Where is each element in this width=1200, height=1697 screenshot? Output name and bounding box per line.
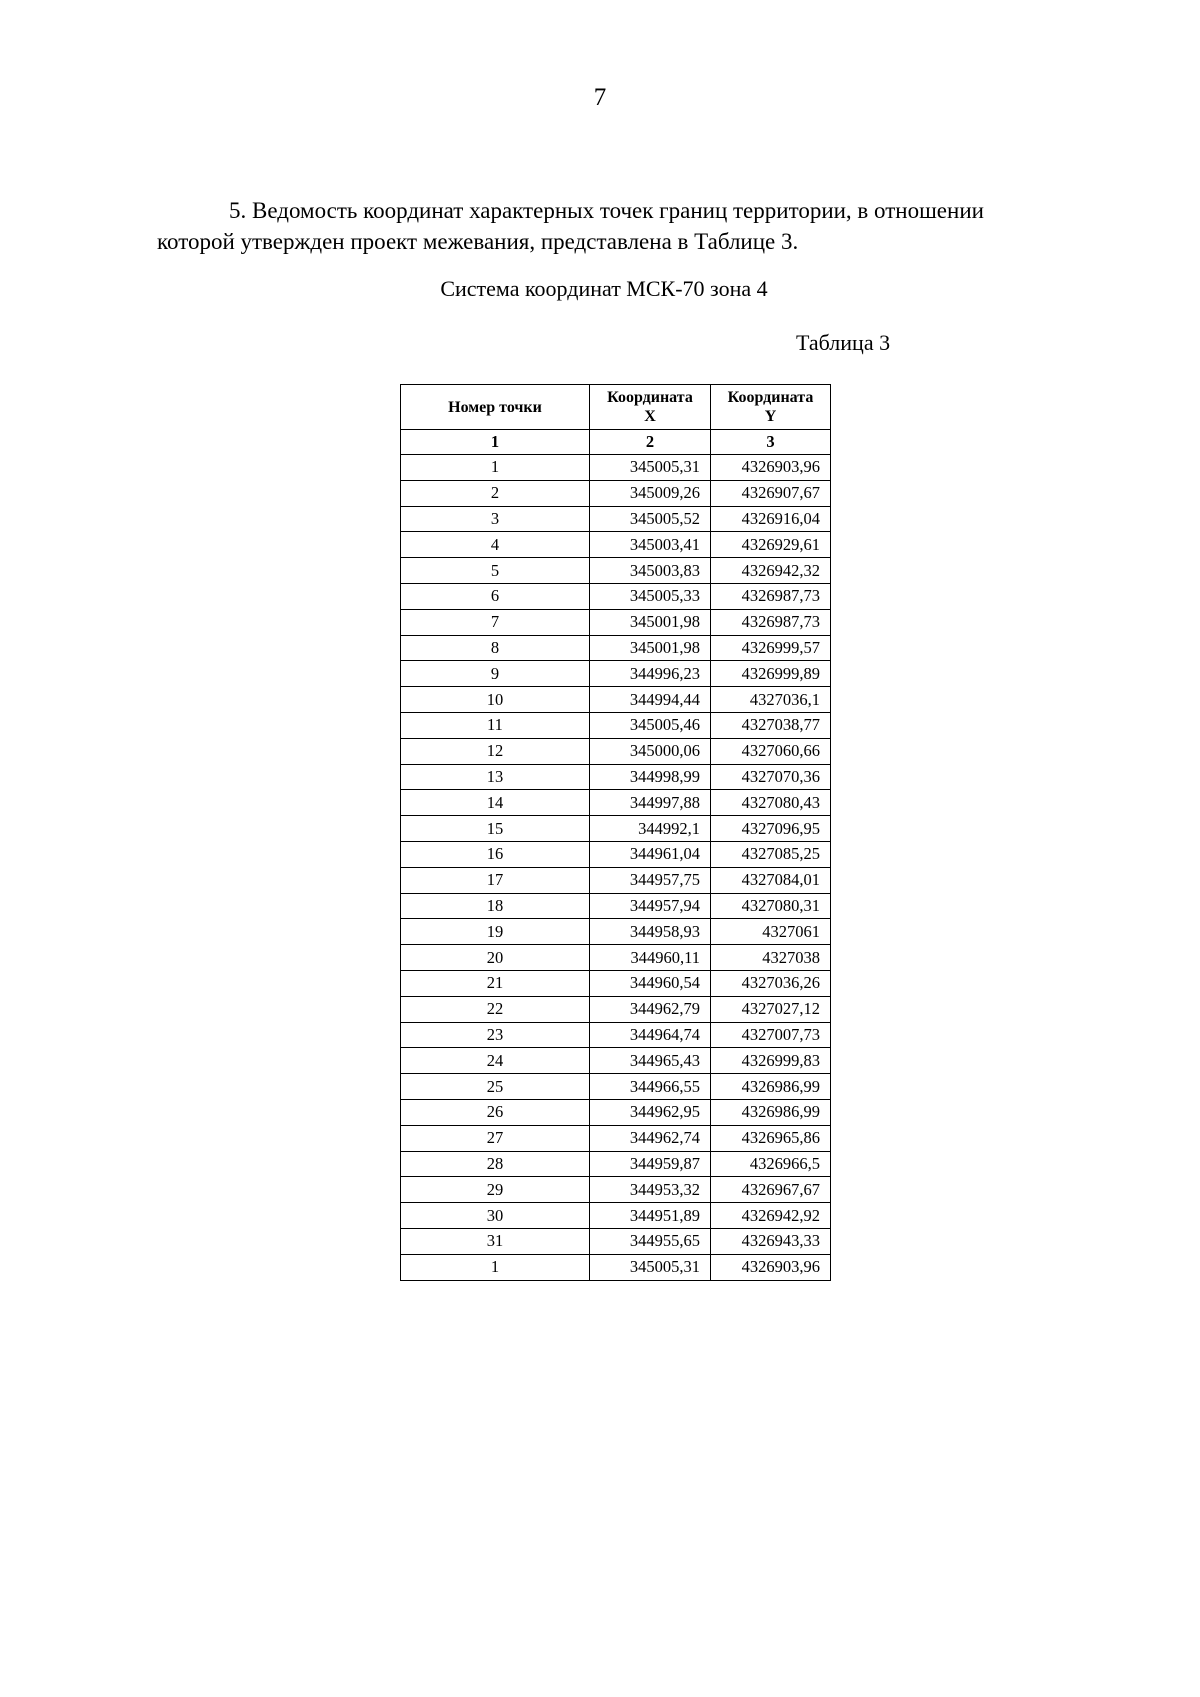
- coordinate-y-cell: 4327085,25: [711, 841, 831, 867]
- table-row: [401, 970, 831, 996]
- table-row: [401, 712, 831, 738]
- coordinate-y-cell: 4326986,99: [711, 1074, 831, 1100]
- table-row: [401, 841, 831, 867]
- coordinate-x-cell: 344958,93: [590, 919, 711, 945]
- point-number-cell: 20: [401, 945, 590, 971]
- coordinate-y-cell: 4326987,73: [711, 583, 831, 609]
- point-number-cell: 12: [401, 738, 590, 764]
- point-number-cell: 7: [401, 609, 590, 635]
- coordinate-x-cell: 344966,55: [590, 1074, 711, 1100]
- table-row: [401, 609, 831, 635]
- point-number-cell: 19: [401, 919, 590, 945]
- table-row: [401, 1074, 831, 1100]
- coordinate-y-cell: 4327007,73: [711, 1022, 831, 1048]
- point-number-cell: 27: [401, 1125, 590, 1151]
- point-number-cell: 1: [401, 1254, 590, 1280]
- table-row: [401, 1177, 831, 1203]
- point-number-cell: 11: [401, 712, 590, 738]
- coordinate-x-cell: 345009,26: [590, 480, 711, 506]
- table-row: [401, 583, 831, 609]
- table-row: [401, 996, 831, 1022]
- point-number-cell: 18: [401, 893, 590, 919]
- point-number-cell: 2: [401, 480, 590, 506]
- coordinate-y-cell: 4327036,1: [711, 687, 831, 713]
- coordinate-x-cell: 345001,98: [590, 609, 711, 635]
- coordinate-y-cell: 4326903,96: [711, 455, 831, 481]
- coordinate-y-cell: 4326966,5: [711, 1151, 831, 1177]
- point-number-cell: 9: [401, 661, 590, 687]
- point-number-cell: 13: [401, 764, 590, 790]
- coordinate-x-cell: 344957,94: [590, 893, 711, 919]
- coordinate-y-cell: 4326999,83: [711, 1048, 831, 1074]
- table-row: [401, 687, 831, 713]
- coordinate-y-cell: 4326903,96: [711, 1254, 831, 1280]
- coordinate-y-cell: 4327080,43: [711, 790, 831, 816]
- coordinate-x-cell: 345005,52: [590, 506, 711, 532]
- column-number: 3: [711, 430, 831, 455]
- point-number-cell: 29: [401, 1177, 590, 1203]
- coordinate-x-cell: 344965,43: [590, 1048, 711, 1074]
- point-number-cell: 30: [401, 1203, 590, 1229]
- table-row: [401, 790, 831, 816]
- point-number-cell: 14: [401, 790, 590, 816]
- table-row: [401, 1151, 831, 1177]
- table-header-row: [401, 385, 831, 430]
- coordinate-x-cell: 344962,79: [590, 996, 711, 1022]
- coordinate-x-cell: 344997,88: [590, 790, 711, 816]
- column-number: 2: [590, 430, 711, 455]
- table-body: [401, 455, 831, 1281]
- coordinate-y-cell: 4327027,12: [711, 996, 831, 1022]
- point-number-cell: 3: [401, 506, 590, 532]
- coordinate-y-cell: 4326987,73: [711, 609, 831, 635]
- paragraph: [157, 195, 1057, 257]
- coordinate-x-cell: 344962,74: [590, 1125, 711, 1151]
- point-number-cell: 17: [401, 867, 590, 893]
- table-row: [401, 945, 831, 971]
- table-caption: Таблица 3: [796, 330, 891, 355]
- coordinate-x-cell: 344964,74: [590, 1022, 711, 1048]
- coordinate-x-cell: 344953,32: [590, 1177, 711, 1203]
- point-number-cell: 8: [401, 635, 590, 661]
- coordinate-x-cell: 344994,44: [590, 687, 711, 713]
- coordinate-x-cell: 344957,75: [590, 867, 711, 893]
- point-number-cell: 6: [401, 583, 590, 609]
- coordinate-x-cell: 344955,65: [590, 1228, 711, 1254]
- coordinate-y-cell: 4326965,86: [711, 1125, 831, 1151]
- table-row: [401, 1203, 831, 1229]
- coordinate-x-cell: 345003,83: [590, 558, 711, 584]
- coord-system-title: Система координат МСК-70 зона 4: [440, 276, 768, 301]
- table-row: [401, 919, 831, 945]
- table-row: [401, 558, 831, 584]
- coordinate-y-cell: 4327080,31: [711, 893, 831, 919]
- point-number-cell: 4: [401, 532, 590, 558]
- page-number: 7: [593, 84, 607, 111]
- coordinate-y-cell: 4326999,57: [711, 635, 831, 661]
- coordinate-x-cell: 344998,99: [590, 764, 711, 790]
- point-number-cell: 24: [401, 1048, 590, 1074]
- coordinate-x-cell: 345005,33: [590, 583, 711, 609]
- header-coordinate-y-word: Координата: [727, 389, 814, 406]
- table-row: [401, 1022, 831, 1048]
- paragraph-line-1: 5. Ведомость координат характерных точек границ территории, в отношении: [229, 198, 984, 223]
- coordinate-x-cell: 344960,11: [590, 945, 711, 971]
- column-number-row: [401, 430, 831, 455]
- table-row: [401, 738, 831, 764]
- coordinate-x-cell: 344992,1: [590, 816, 711, 842]
- point-number-cell: 16: [401, 841, 590, 867]
- coordinate-x-cell: 345005,31: [590, 1254, 711, 1280]
- table-row: [401, 893, 831, 919]
- coordinate-y-cell: 4326907,67: [711, 480, 831, 506]
- coordinate-x-cell: 344961,04: [590, 841, 711, 867]
- coordinate-x-cell: 344960,54: [590, 970, 711, 996]
- coordinate-x-cell: 345001,98: [590, 635, 711, 661]
- header-coordinate-y-letter: Y: [764, 408, 777, 425]
- coordinate-x-cell: 344996,23: [590, 661, 711, 687]
- table-row: [401, 661, 831, 687]
- coordinate-x-cell: 344962,95: [590, 1099, 711, 1125]
- coordinate-y-cell: 4327060,66: [711, 738, 831, 764]
- point-number-cell: 28: [401, 1151, 590, 1177]
- coordinate-y-cell: 4326999,89: [711, 661, 831, 687]
- point-number-cell: 15: [401, 816, 590, 842]
- table-row: [401, 816, 831, 842]
- header-coordinate-x-letter: X: [644, 408, 656, 425]
- table-row: [401, 1099, 831, 1125]
- header-coordinate-y: [711, 385, 831, 430]
- coordinate-y-cell: 4327070,36: [711, 764, 831, 790]
- coordinate-y-cell: 4326967,67: [711, 1177, 831, 1203]
- coordinate-y-cell: 4326942,32: [711, 558, 831, 584]
- coordinate-y-cell: 4326929,61: [711, 532, 831, 558]
- point-number-cell: 1: [401, 455, 590, 481]
- coordinate-y-cell: 4326942,92: [711, 1203, 831, 1229]
- table-row: [401, 480, 831, 506]
- coordinate-y-cell: 4326986,99: [711, 1099, 831, 1125]
- coordinate-y-cell: 4327038: [711, 945, 831, 971]
- table-row: [401, 867, 831, 893]
- coordinate-y-cell: 4327038,77: [711, 712, 831, 738]
- column-number: 1: [401, 430, 590, 455]
- table-row: [401, 1125, 831, 1151]
- table-row: [401, 1048, 831, 1074]
- table-row: [401, 506, 831, 532]
- coordinate-y-cell: 4326943,33: [711, 1228, 831, 1254]
- table-row: [401, 635, 831, 661]
- coordinate-x-cell: 345000,06: [590, 738, 711, 764]
- point-number-cell: 25: [401, 1074, 590, 1100]
- point-number-cell: 23: [401, 1022, 590, 1048]
- table-row: [401, 455, 831, 481]
- point-number-cell: 26: [401, 1099, 590, 1125]
- point-number-cell: 5: [401, 558, 590, 584]
- header-coordinate-x: [590, 385, 711, 430]
- coordinate-x-cell: 345003,41: [590, 532, 711, 558]
- coordinate-y-cell: 4326916,04: [711, 506, 831, 532]
- coordinate-y-cell: 4327061: [711, 919, 831, 945]
- coordinate-x-cell: 345005,46: [590, 712, 711, 738]
- point-number-cell: 10: [401, 687, 590, 713]
- table-row: [401, 764, 831, 790]
- point-number-cell: 31: [401, 1228, 590, 1254]
- coordinate-x-cell: 345005,31: [590, 455, 711, 481]
- table-row: [401, 532, 831, 558]
- table-row: [401, 1228, 831, 1254]
- coordinate-y-cell: 4327036,26: [711, 970, 831, 996]
- point-number-cell: 22: [401, 996, 590, 1022]
- table-row: [401, 1254, 831, 1280]
- coordinate-x-cell: 344959,87: [590, 1151, 711, 1177]
- coordinate-x-cell: 344951,89: [590, 1203, 711, 1229]
- header-point-number: Номер точки: [401, 385, 590, 430]
- coordinate-y-cell: 4327096,95: [711, 816, 831, 842]
- coordinates-table: [400, 384, 831, 1281]
- paragraph-line-2: которой утвержден проект межевания, представлена в Таблице 3.: [157, 229, 799, 254]
- point-number-cell: 21: [401, 970, 590, 996]
- header-coordinate-x-word: Координата: [607, 389, 693, 406]
- coordinate-y-cell: 4327084,01: [711, 867, 831, 893]
